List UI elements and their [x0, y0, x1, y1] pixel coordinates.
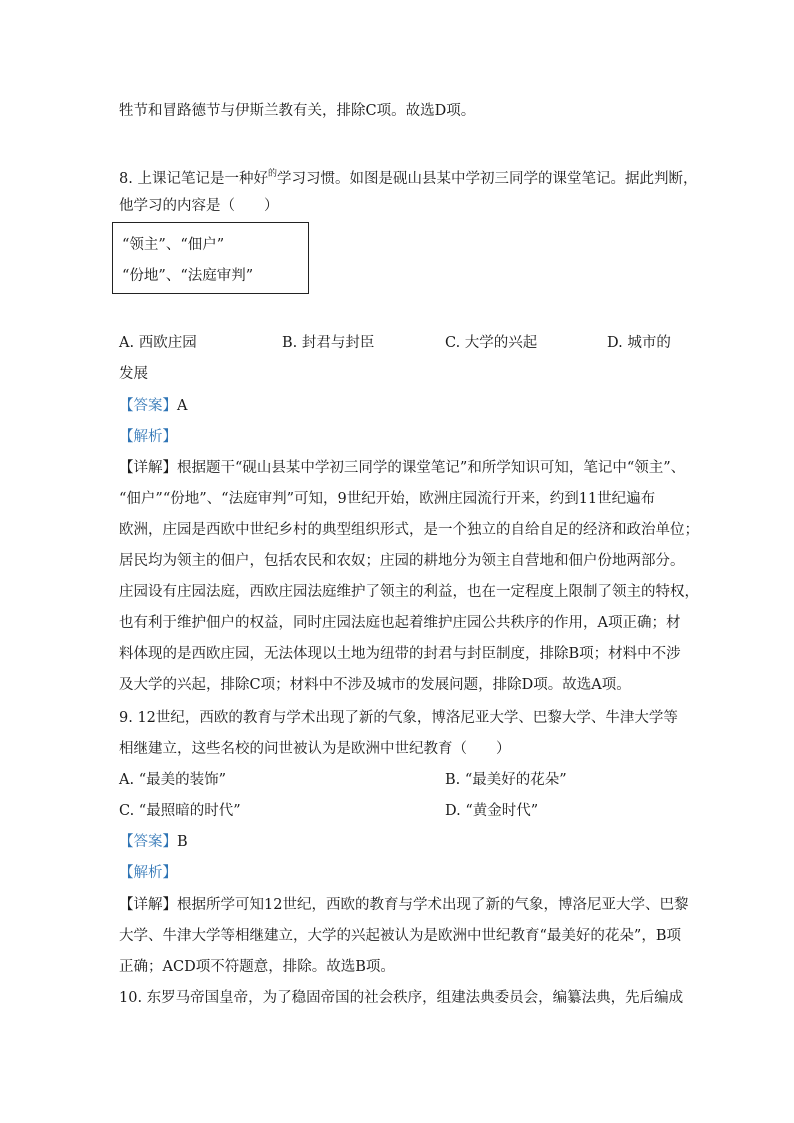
- q8-detail-7: 料体现的是西欧庄园，无法体现以土地为纽带的封君与封臣制度，排除B项；材料中不涉: [119, 646, 681, 662]
- question-8-stem-line2: 他学习的内容是（ ）: [119, 198, 279, 214]
- q9-detail-2: 大学、牛津大学等相继建立，大学的兴起被认为是欧洲中世纪教育“最美好的花朵”，B项: [119, 928, 681, 944]
- analysis-tag: 【解析】: [119, 429, 177, 445]
- question-9-stem-line2: 相继建立，这些名校的问世被认为是欧洲中世纪教育（ ）: [119, 741, 511, 757]
- q9-detail-1: [119, 895, 688, 915]
- q8-detail-5: 庄园设有庄园法庭，西欧庄园法庭维护了领主的利益，也在一定程度上限制了领主的特权，: [119, 584, 699, 600]
- answer-value: A: [177, 398, 188, 414]
- q8-detail-3: 欧洲，庄园是西欧中世纪乡村的典型组织形式，是一个独立的自给自足的经济和政治单位；: [119, 522, 699, 538]
- q9-option-a: A. “最美的装饰”: [119, 772, 227, 788]
- question-8-stem: [119, 169, 697, 191]
- analysis-tag: 【解析】: [119, 865, 177, 881]
- class-notes-box: [112, 222, 309, 294]
- q8-stem-superscript: 的: [267, 169, 277, 179]
- question-10-stem: 10. 东罗马帝国皇帝，为了稳固帝国的社会秩序，组建法典委员会，编纂法典，先后编成: [119, 990, 684, 1006]
- q9-analysis-tag: [119, 863, 177, 883]
- notes-row-1: “领主”、“佃户”: [122, 237, 225, 253]
- q8-option-d: D. 城市的: [607, 335, 671, 351]
- answer-value: B: [177, 834, 188, 850]
- q8-detail-6: 也有利于维护佃户的权益，同时庄园法庭也起着维护庄园公共秩序的作用，A项正确；材: [119, 615, 681, 631]
- q9-option-c: C. “最照暗的时代”: [119, 803, 241, 819]
- q8-option-d-cont: 发展: [119, 366, 148, 382]
- q8-detail-4: 居民均为领主的佃户，包括农民和农奴；庄园的耕地分为领主自营地和佃户份地两部分。: [119, 553, 685, 569]
- q8-detail-8: 及大学的兴起，排除C项；材料中不涉及城市的发展问题，排除D项。故选A项。: [119, 677, 631, 693]
- q9-option-d: D. “黄金时代”: [445, 803, 539, 819]
- answer-tag: 【答案】: [119, 398, 177, 414]
- text-line: 牲节和冒路德节与伊斯兰教有关，排除C项。故选D项。: [119, 103, 476, 119]
- q8-stem-part2: 学习习惯。如图是砚山县某中学初三同学的课堂笔记。据此判断，: [276, 171, 698, 187]
- q8-option-c: C. 大学的兴起: [445, 335, 538, 351]
- detail-tag: 【详解】: [119, 897, 177, 913]
- q8-analysis-tag: [119, 427, 177, 447]
- q9-option-b: B. “最美好的花朵”: [445, 772, 567, 788]
- q8-stem-part1: 8. 上课记笔记是一种好: [119, 171, 268, 187]
- q8-option-a: A. 西欧庄园: [119, 335, 197, 351]
- question-9-stem: 9. 12世纪，西欧的教育与学术出现了新的气象，博洛尼亚大学、巴黎大学、牛津大学等: [119, 710, 678, 726]
- detail-tag: 【详解】: [119, 460, 177, 476]
- notes-row-2: “份地”、“法庭审判”: [122, 268, 254, 284]
- q8-answer: [119, 396, 187, 416]
- q8-detail-1: [119, 458, 685, 478]
- answer-tag: 【答案】: [119, 834, 177, 850]
- detail-text: 根据所学可知12世纪，西欧的教育与学术出现了新的气象，博洛尼亚大学、巴黎: [177, 897, 689, 913]
- q9-detail-3: 正确；ACD项不符题意，排除。故选B项。: [119, 959, 395, 975]
- q9-answer: [119, 832, 188, 852]
- q8-detail-2: “佃户”“份地”、“法庭审判”可知，9世纪开始，欧洲庄园流行开来，约到11世纪遍布: [119, 491, 656, 507]
- detail-text: 根据题干“砚山县某中学初三同学的课堂笔记”和所学知识可知，笔记中“领主”、: [177, 460, 686, 476]
- q8-option-b: B. 封君与封臣: [282, 335, 375, 351]
